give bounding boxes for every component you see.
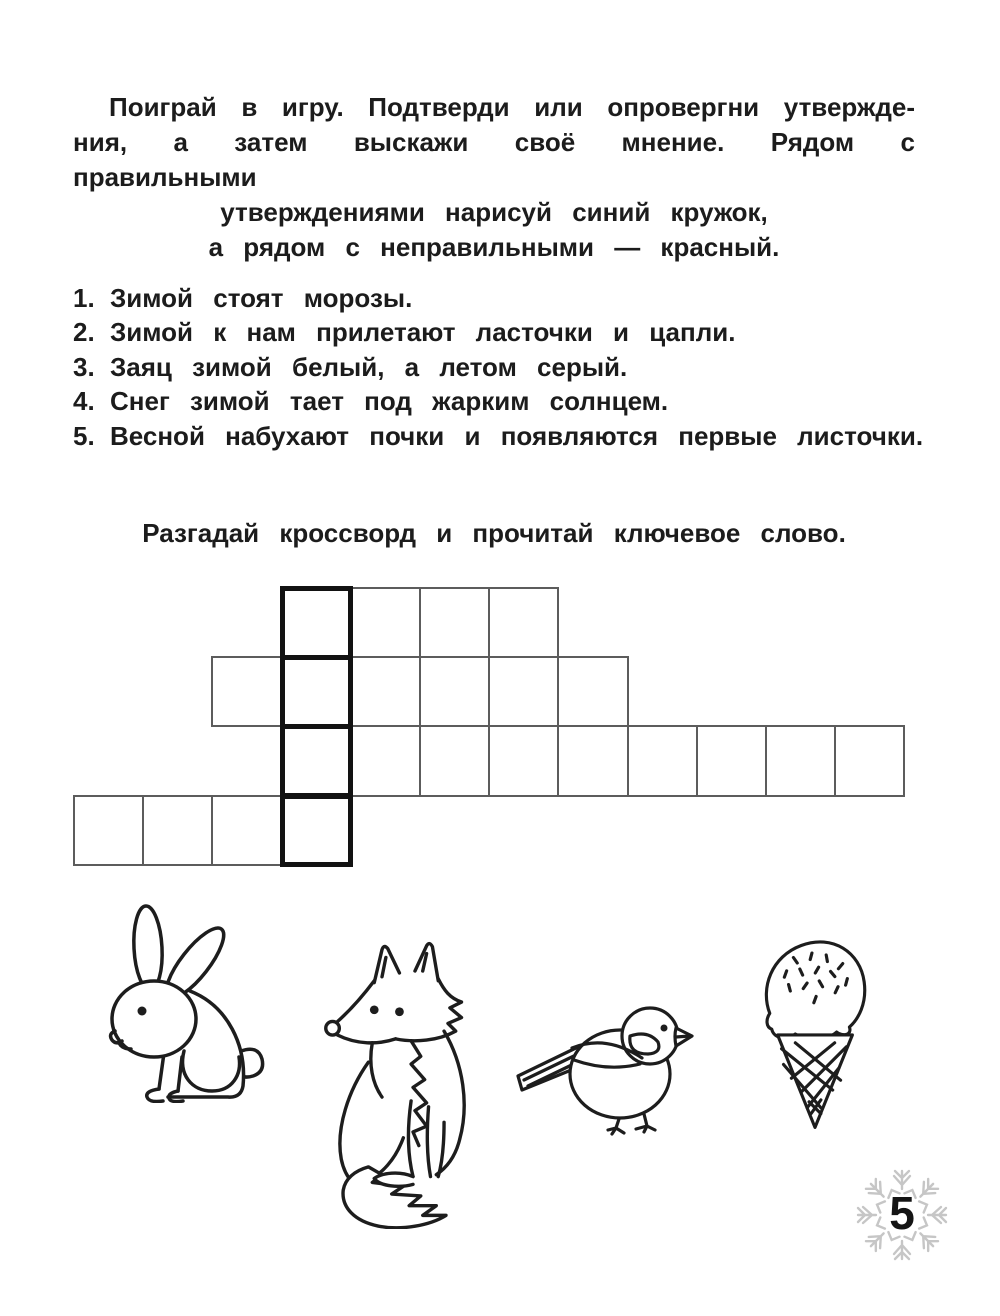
statement-text: Заяц зимой белый, а летом серый. bbox=[110, 351, 628, 382]
crossword-cell[interactable] bbox=[834, 725, 905, 796]
ice-cream-icon bbox=[756, 931, 874, 1136]
crossword-cell[interactable] bbox=[488, 656, 559, 727]
intro-paragraph bbox=[73, 90, 915, 265]
statement-number: 4. bbox=[73, 386, 95, 417]
statement-text: Зимой стоят морозы. bbox=[110, 283, 413, 313]
crossword-cell[interactable] bbox=[557, 725, 628, 796]
crossword-cell[interactable] bbox=[142, 795, 213, 866]
fox-icon bbox=[318, 938, 478, 1229]
crossword-cell[interactable] bbox=[350, 725, 421, 796]
statement-item-1 bbox=[73, 281, 935, 315]
crossword-cell[interactable] bbox=[696, 725, 767, 796]
statement-number: 3. bbox=[73, 351, 95, 382]
crossword-cell[interactable] bbox=[211, 656, 282, 727]
crossword-key-cell[interactable] bbox=[280, 794, 353, 868]
statement-text: Снег зимой тает под жарким солнцем. bbox=[110, 386, 669, 417]
crossword-cell[interactable] bbox=[627, 725, 698, 796]
statement-item-5 bbox=[73, 419, 935, 453]
crossword-key-cell[interactable] bbox=[280, 655, 353, 729]
crossword-cell[interactable] bbox=[557, 656, 628, 727]
intro-line-3: утверждениями нарисуй синий кружок, bbox=[220, 197, 768, 227]
statement-number: 1. bbox=[73, 283, 95, 313]
statement-item-4 bbox=[73, 384, 935, 418]
crossword-grid bbox=[73, 587, 909, 875]
sparrow-icon bbox=[508, 1002, 698, 1138]
crossword-cell[interactable] bbox=[211, 795, 282, 866]
intro-line-4: а рядом с неправильными — красный. bbox=[208, 232, 780, 262]
crossword-key-cell[interactable] bbox=[280, 724, 353, 798]
statement-number: 5. bbox=[73, 420, 95, 451]
crossword-instruction: Разгадай кроссворд и прочитай ключевое слово. bbox=[142, 518, 846, 548]
crossword-cell[interactable] bbox=[765, 725, 836, 796]
crossword-cell[interactable] bbox=[419, 725, 490, 796]
statement-item-3 bbox=[73, 350, 935, 384]
statements-list bbox=[73, 281, 935, 453]
hare-icon bbox=[98, 903, 268, 1103]
crossword-cell[interactable] bbox=[350, 656, 421, 727]
crossword-cell[interactable] bbox=[419, 656, 490, 727]
crossword-cell[interactable] bbox=[488, 587, 559, 658]
page-number: 5 bbox=[889, 1187, 915, 1239]
statement-text: Зимой к нам прилетают ласточки и цапли. bbox=[110, 317, 736, 348]
statement-text: Весной набухают почки и появляются первые листочки. bbox=[110, 420, 924, 451]
crossword-cell[interactable] bbox=[419, 587, 490, 658]
statement-number: 2. bbox=[73, 317, 95, 348]
intro-line-2: ния, а затем выскажи своё мнение. Рядом с правильными bbox=[73, 127, 915, 192]
statement-item-2 bbox=[73, 315, 935, 349]
crossword-cell[interactable] bbox=[350, 587, 421, 658]
crossword-key-cell[interactable] bbox=[280, 586, 353, 660]
crossword-cell[interactable] bbox=[73, 795, 144, 866]
crossword-cell[interactable] bbox=[488, 725, 559, 796]
intro-line-1: Поиграй в игру. Подтверди или опровергни утвержде- bbox=[109, 92, 915, 122]
